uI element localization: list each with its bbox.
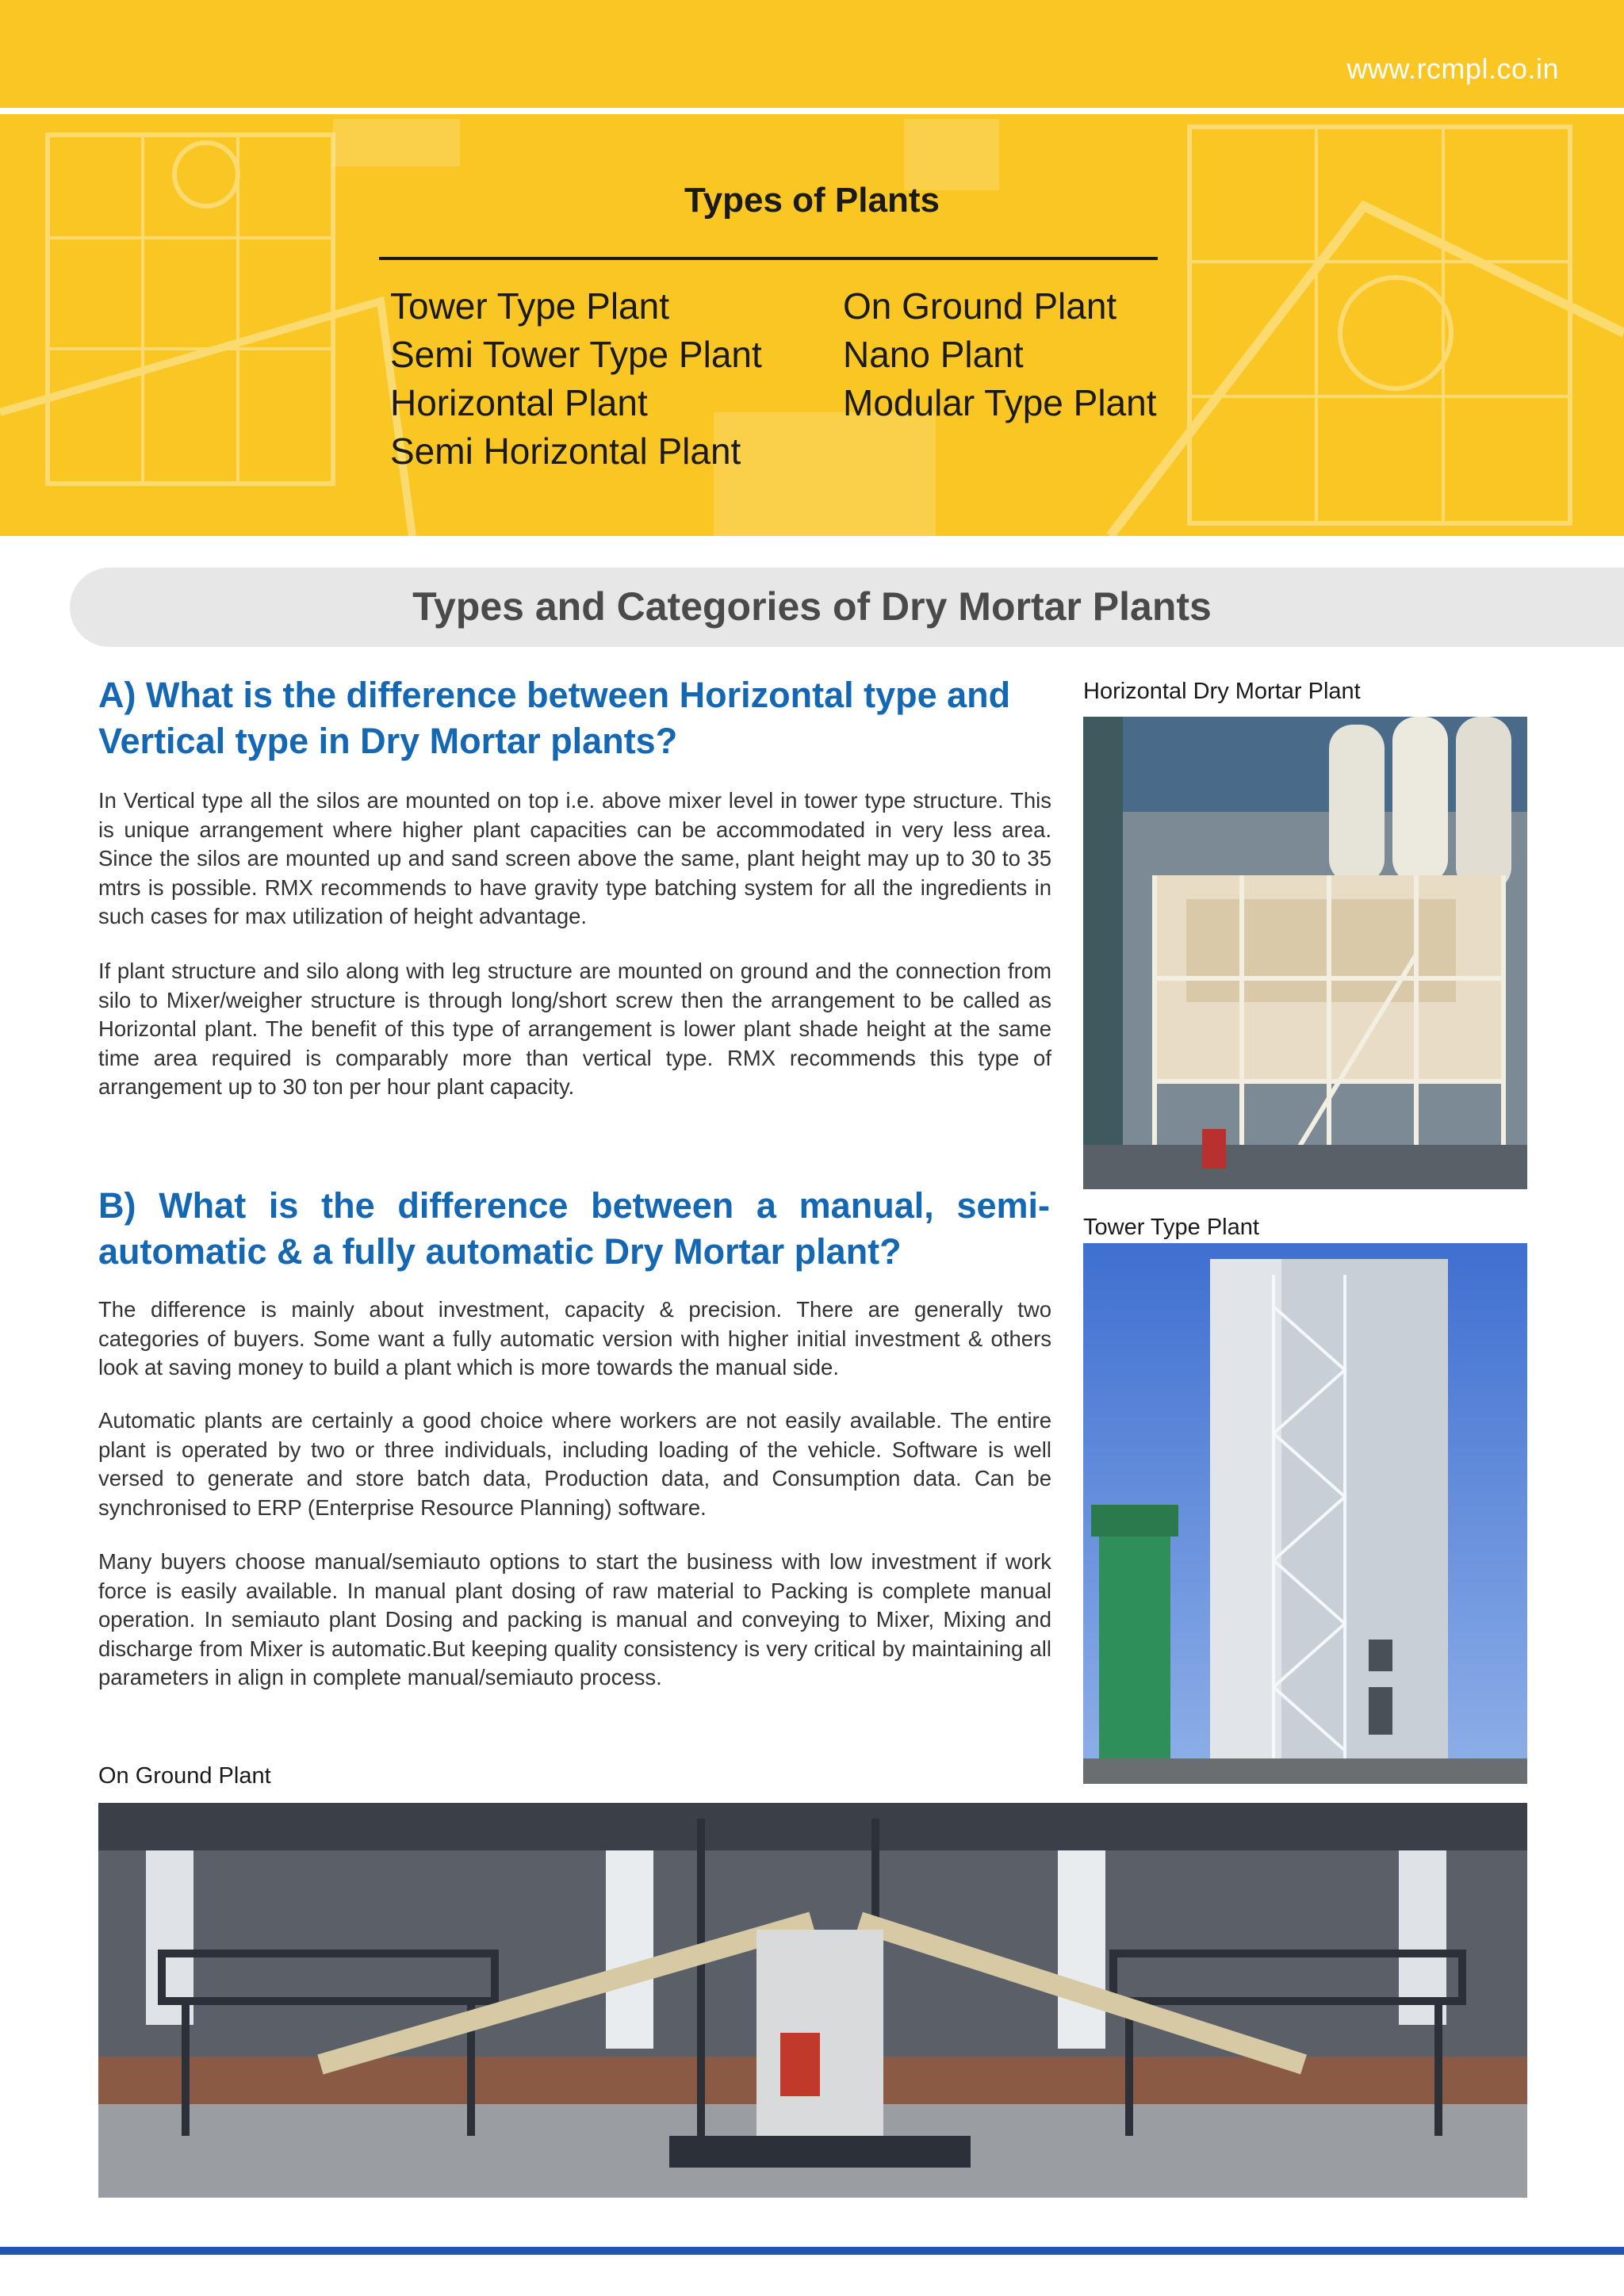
question-a-title-line1: A) What is the difference between Horizontal type and	[98, 675, 1011, 715]
horizontal-plant-photo	[1083, 717, 1527, 1189]
question-b-paragraph-1: The difference is mainly about investment, capacity & precision. There are generally two categories of buyers. Some want a fully automatic version with higher initial investment & others look at saving money to build a plant which is more towards the manual side.	[98, 1297, 1051, 1380]
horizontal-plant-caption: Horizontal Dry Mortar Plant	[1083, 679, 1361, 704]
plant-type-item: Semi Horizontal Plant	[390, 430, 741, 472]
plant-type-item: On Ground Plant	[843, 285, 1117, 327]
plant-type-item: Nano Plant	[843, 334, 1024, 375]
question-a-paragraph-1: In Vertical type all the silos are mounted on top i.e. above mixer level in tower type structure. This is unique arrangement where higher plant capacities can be accommodated in very less area. Since the silos are mounted up and sand screen above the same, plant height may up to 30 to 35 mtrs is possible. RMX recommends to have gravity type batching system for all the ingredients in such cases for max utilization of height advantage.	[98, 788, 1051, 928]
header-banner	[0, 0, 1624, 536]
question-a-paragraph-2: If plant structure and silo along with leg structure are mounted on ground and the connection from silo to Mixer/weigher structure is through long/short screw then the arrangement to be called as Horizontal plant. The benefit of this type of arrangement is lower plant shade height at the same time area required is comparably more than vertical type. RMX recommends this type of arrangement up to 30 ton per hour plant capacity.	[98, 959, 1051, 1099]
on-ground-plant-photo	[98, 1803, 1527, 2198]
question-b-paragraph-2: Automatic plants are certainly a good choice where workers are not easily available. The entire plant is operated by two or three individuals, including loading of the vehicle. Software is well versed to generate and store batch data, Production data, and Consumption data. Can be synchronised to ERP (Enterprise Resource Planning) software.	[98, 1408, 1051, 1520]
plant-type-item: Tower Type Plant	[390, 285, 670, 327]
section-title: Types and Categories of Dry Mortar Plants	[412, 584, 1212, 629]
header-divider	[0, 108, 1624, 114]
plant-type-item: Horizontal Plant	[390, 382, 648, 423]
question-b-title-line2: automatic & a fully automatic Dry Mortar plant?	[98, 1231, 902, 1272]
ground-plant-caption: On Ground Plant	[98, 1763, 271, 1789]
types-of-plants-title: Types of Plants	[684, 181, 940, 220]
website-url[interactable]: www.rcmpl.co.in	[1346, 52, 1559, 85]
plant-types-list-right	[843, 282, 1157, 427]
tower-plant-caption: Tower Type Plant	[1083, 1215, 1259, 1240]
question-b-title-line1: B) What is the difference between a manual, semi-	[98, 1185, 1050, 1226]
title-underline	[379, 257, 1158, 260]
tower-plant-photo	[1083, 1243, 1527, 1784]
plant-types-list-left	[390, 282, 762, 476]
footer-rule	[0, 2247, 1624, 2255]
question-b-title	[98, 1183, 1050, 1275]
question-a-title-line2: Vertical type in Dry Mortar plants?	[98, 721, 678, 761]
plant-type-item: Semi Tower Type Plant	[390, 334, 762, 375]
question-b-paragraph-3: Many buyers choose manual/semiauto options to start the business with low investment if work force is easily available. In manual plant dosing of raw material to Packing is complete manual operation. In semiauto plant Dosing and packing is manual and conveying to Mixer, Mixing and discharge from Mixer is automatic.But keeping quality consistency is very critical by maintaining all parameters in align in complete manual/semiauto process.	[98, 1549, 1051, 1689]
plant-type-item: Modular Type Plant	[843, 382, 1157, 423]
question-a-title	[98, 672, 1050, 764]
